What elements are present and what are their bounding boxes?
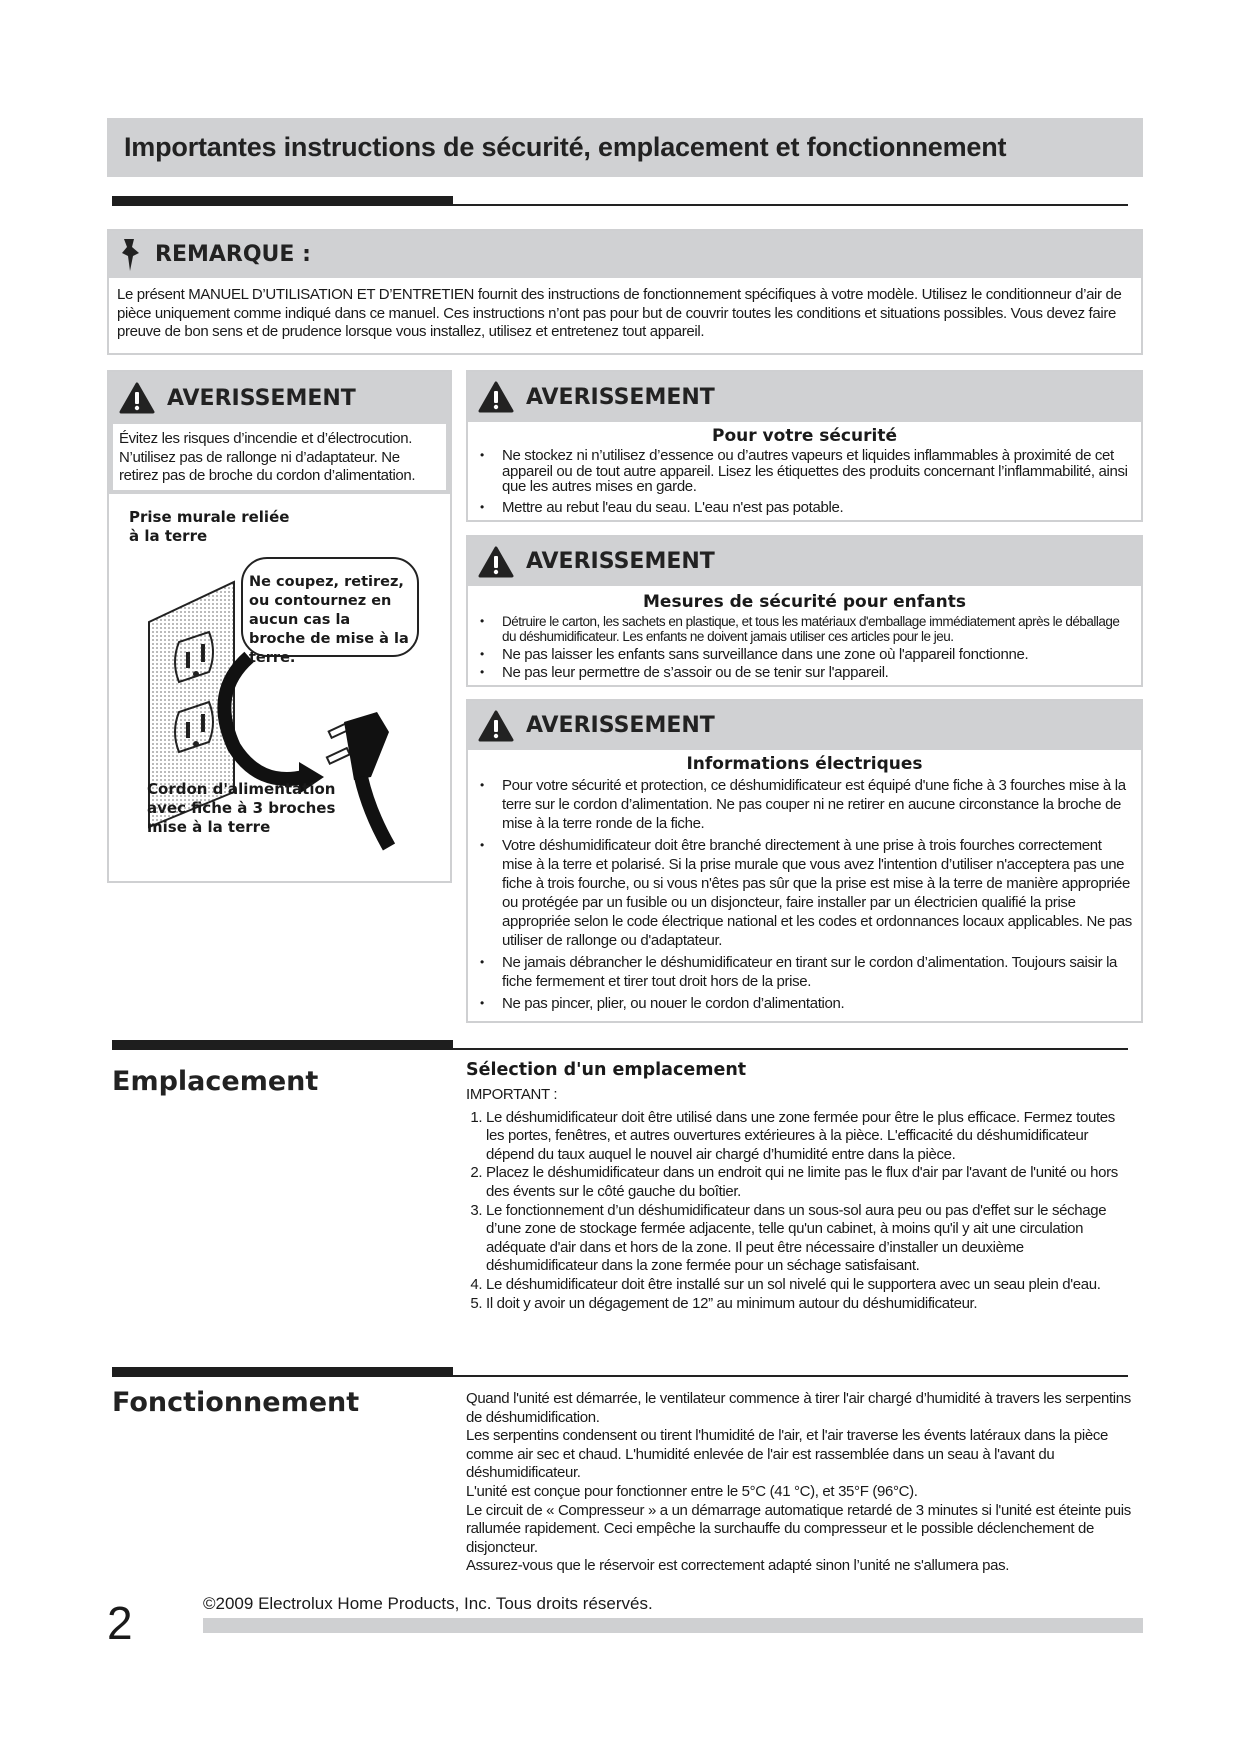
paragraph: L'unité est conçue pour fonctionner entre le 5°C (41 °C), et 35°F (96°C). [466,1482,918,1500]
list-item: 4. Le déshumidificateur doit être installé sur un sol nivelé qui le supportera avec un seau plein d'eau. [486,1276,1131,1295]
list-item: 5. Il doit y avoir un dégagement de 12” au minimum autour du déshumidificateur. [486,1295,1131,1314]
emplacement-section [466,1060,1131,1313]
list-item: • Ne stockez ni n’utilisez d’essence ou d’autres vapeurs et liquides inflammables à proximité de cet appareil ou de tout autre appareil. Lisez les étiquettes des produits concernant l’inflammabilité, ainsi que les autres mises en garde. [502,448,1133,495]
list-item: • Ne jamais débrancher le déshumidificateur en tirant sur le cordon d’alimentation. Toujours saisir la fiche fermement et tirer tout droit hors de la prise. [502,953,1133,991]
fonctionnement-text [466,1390,1136,1576]
children-list [468,614,1141,680]
list-item: 1. Le déshumidificateur doit être utilisé dans une zone fermée pour être le plus efficace. Fermez toutes les portes, fenêtres, et autres ouvertures extérieures à la pièce. L'efficacité du déshumidificateur dépend du taux auquel le nouvel air chargé d’humidité entre dans la pièce. [486,1109,1131,1165]
outlet-label: Prise murale reliée à la terre [129,508,290,545]
list-item: • Détruire le carton, les sachets en plastique, et tous les matériaux d'emballage immédiatement après le déballage du déshumidificateur. Les enfants ne doivent jamais utiliser ces articles pour le jeu. [502,614,1133,644]
paragraph: Les serpentins condensent ou tirent l'humidité de l'air, et l'air traverse les évents latéraux dans la pièce comme air sec et chaud. L'humidité enlevée de l'air est rassemblée dans un seau à l'avant du déshumidificateur. [466,1427,1109,1482]
section-divider [112,1375,1128,1377]
paragraph: Le circuit de « Compresseur » a un démarrage automatique retardé de 3 minutes si l'unité est éteinte puis rallumée rapidement. Ceci empêche la surchauffe du compresseur et le possible déclenchement de disjoncteur. [466,1501,1131,1556]
warning-triangle-icon [478,710,514,742]
warning-header [468,701,1141,750]
safety-list [468,448,1141,515]
warning-triangle-icon [119,382,155,414]
list-item: • Mettre au rebut l'eau du seau. L'eau n'est pas potable. [502,500,1133,516]
emplacement-subheading: Sélection d'un emplacement [466,1060,747,1080]
emplacement-list [466,1109,1131,1314]
warning-header [468,537,1141,586]
list-item: • Pour votre sécurité et protection, ce déshumidificateur est équipé d'une fiche à 3 fourches mise à la terre sur le cordon d’alimentation. Ne pas couper ni ne retirer en aucune circonstance la broche de mise à la terre ronde de la fiche. [502,776,1133,833]
page-number: 2 [107,1597,133,1649]
warning-heading: AVERISSEMENT [526,384,715,410]
list-item: • Ne pas pincer, plier, ou nouer le cordon d’alimentation. [502,994,1133,1013]
warning-triangle-icon [478,546,514,578]
page-title-bar [107,118,1143,177]
pushpin-icon [119,237,143,273]
warning-heading: AVERISSEMENT [167,385,356,411]
warning-electrocution-box [107,370,452,883]
fonctionnement-heading: Fonctionnement [112,1387,360,1418]
list-item: • Votre déshumidificateur doit être branché directement à une prise à trois fourches correctement mise à la terre et polarisé. Si la prise murale que vous avez l'intention d’utiliser n'acceptera pas une fiche à trois fourche, ou si vous n'êtes pas sûr que la prise est mise à la terre de manière appropriée ou protégée par un fusible ou un disjoncteur, faire installer par un électricien qualifié la prise appropriée selon le code électrique national et les codes et ordonnances locaux applicables. Ne pas utiliser de rallonge ou d'adaptateur. [502,836,1133,950]
remarque-text: Le présent MANUEL D’UTILISATION ET D’ENTRETIEN fournit des instructions de fonctionnement spécifiques à votre modèle. Utilisez le conditionneur d’air de pièce uniquement comme indiqué dans ce manuel. Ces instructions n’ont pas pour but de couvrir toutes les conditions et situations possibles. Vous devez faire preuve de bon sens et de prudence lorsque vous installez, utilisez et entretenez tout appareil. [117,286,1122,341]
list-item: 3. Le fonctionnement d’un déshumidificateur dans un sous-sol aura peu ou pas d'effet sur le séchage d’une zone de stockage fermée adjacente, telle qu'un cabinet, à moins qu'il y ait une circulation adéquate d'air dans et hors de la zone. Il peut être nécessaire d’installer un deuxième déshumidificateur dans la zone fermée pour un séchage satisfaisant. [486,1202,1131,1276]
warning-heading: AVERISSEMENT [526,713,715,738]
warning-header [109,372,450,424]
remarque-heading: REMARQUE : [155,242,311,267]
warning-subtitle: Mesures de sécurité pour enfants [643,592,966,612]
cord-label: Cordon d'alimentation avec fiche à 3 broches mise à la terre [147,780,336,836]
remarque-header [109,231,1141,278]
page-title: Importantes instructions de sécurité, emplacement et fonctionnement [124,132,1007,162]
copyright: ©2009 Electrolux Home Products, Inc. Tous droits réservés. [203,1594,653,1613]
callout-bubble: Ne coupez, retirez, ou contournez en aucun cas la broche de mise à la terre. [241,557,419,657]
paragraph: Assurez-vous que le réservoir est correctement adapté sinon l’unité ne s'allumera pas. [466,1557,1010,1575]
paragraph: Quand l'unité est démarrée, le ventilateur commence à tirer l'air chargé d’humidité à travers les serpentins de déshumidification. [466,1390,1131,1426]
warning-header [468,372,1141,422]
remarque-box [107,229,1143,355]
warning-heading: AVERISSEMENT [526,549,715,574]
list-item: 2. Placez le déshumidificateur dans un endroit qui ne limite pas le flux d'air par l'avant de l'unité ou hors des évents sur le côté gauche du boîtier. [486,1164,1131,1201]
section-divider [112,1048,1128,1050]
important-label: IMPORTANT : [466,1086,558,1103]
electric-list [468,776,1141,1013]
list-item: • Ne pas laisser les enfants sans surveillance dans une zone où l'appareil fonctionne. [502,647,1133,662]
section-divider [112,204,1128,206]
warning-subtitle: Pour votre sécurité [712,426,897,446]
warning-children-box [466,535,1143,687]
emplacement-heading: Emplacement [112,1066,319,1097]
warning-triangle-icon [478,381,514,413]
footer-bar [203,1618,1143,1633]
warning-text: Évitez les risques d’incendie et d’électrocution. N’utilisez pas de rallonge ni d’adaptateur. Ne retirez pas de broche du cordon d’alimentation. [113,424,446,490]
warning-safety-box [466,370,1143,522]
warning-subtitle: Informations électriques [686,754,923,774]
warning-text-frame [109,424,450,494]
list-item: • Ne pas leur permettre de s’assoir ou de se tenir sur l'appareil. [502,665,1133,680]
warning-electric-box [466,699,1143,1023]
